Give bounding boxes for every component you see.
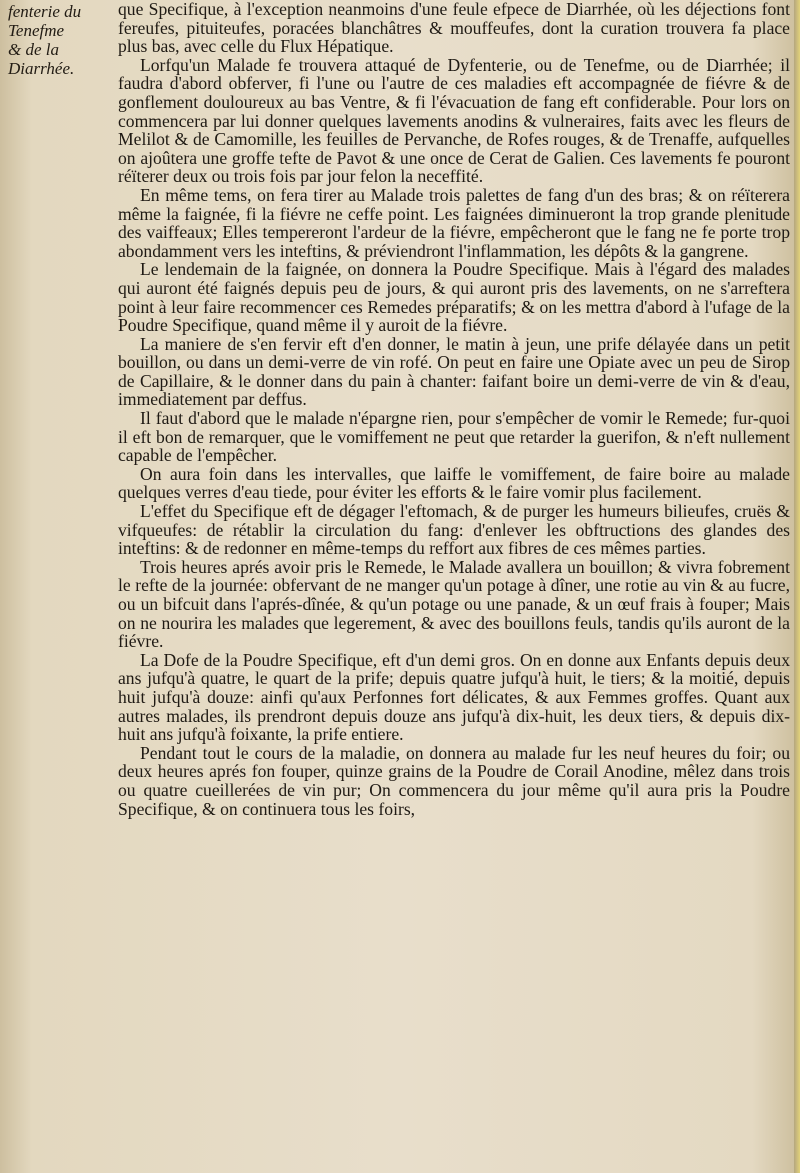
body-text — [118, 0, 790, 818]
paragraph: La Dofe de la Poudre Specifique, eft d'un demi gros. On en donne aux Enfants depuis deux ans jufqu'à quatre, le quart de la prife; depuis quatre jufqu'à huit, le tiers; & la moitié, depuis huit jufqu'à douze: ainfi qu'aux Perfonnes fort délicates, & aux Femmes groffes. Quant aux autres malades, ils prendront depuis douze ans jufqu'à dix-huit, les deux tiers, & depuis dix-huit ans jufqu'à foixante, la prife entiere. — [118, 649, 790, 745]
margin-note — [8, 2, 118, 78]
paragraph: L'effet du Specifique eft de dégager l'eftomach, & de purger les humeurs bilieufes, cruës & vifqueufes: de rétablir la circulation du fang: d'enlever les obftructions des glandes des inteftins: & de redonner en même-temps du reffort aux fibres de ces mêmes parties. — [118, 501, 790, 559]
page-edge — [794, 0, 800, 1173]
paragraph: Trois heures aprés avoir pris le Remede, le Malade avallera un bouillon; & vivra fobrement le refte de la journée: obfervant de ne manger qu'un potage à dîner, une rotie au vin & au fucre, ou un bifcuit dans l'aprés-dînée, & qu'un potage ou une panade, & un œuf frais à fouper; Mais on ne nourira les malades que legerement, & avec des bouillons feuls, tandis qu'ils auront de la fiévre. — [118, 556, 790, 652]
paragraph: Il faut d'abord que le malade n'épargne rien, pour s'empêcher de vomir le Remede; fur-quoi il eft bon de remarquer, que le vomiffement ne peut que retarder la guerifon, & n'eft nullement capable de l'empêcher. — [118, 408, 790, 466]
paragraph: On aura foin dans les intervalles, que laiffe le vomiffement, de faire boire au malade quelques verres d'eau tiede, pour éviter les efforts & le faire vomir plus facilement. — [118, 463, 790, 503]
margin-note-line: Diarrhée. — [8, 59, 75, 78]
margin-note-line: & de la — [8, 40, 59, 59]
paragraph: Pendant tout le cours de la maladie, on donnera au malade fur les neuf heures du foir; ou deux heures aprés fon fouper, quinze grains de la Poudre de Corail Anodine, mêlez dans trois ou quatre cueillerées de vin pur; On commencera du jour même qu'il aura pris la Poudre Specifique, & on continuera tous les foirs, — [118, 742, 790, 819]
paragraph: En même tems, on fera tirer au Malade trois palettes de fang d'un des bras; & on réïterera même la faignée, fi la fiévre ne ceffe point. Les faignées diminueront la trop grande plenitude des vaiffeaux; Elles tempereront l'ardeur de la fiévre, empêcheront que le fang ne fe porte trop abondamment vers les inteftins, & préviendront l'inflammation, les dépôts & la gangrene. — [118, 184, 790, 261]
paragraph: Le lendemain de la faignée, on donnera la Poudre Specifique. Mais à l'égard des malades qui auront été faignés depuis peu de jours, & qui auront pris des lavements, on ne s'arreftera point à leur faire recommencer ces Remedes préparatifs; & on les mettra d'abord à l'ufage de la Poudre Specifique, quand même il y auroit de la fiévre. — [118, 259, 790, 336]
paragraph: La maniere de s'en fervir eft d'en donner, le matin à jeun, une prife délayée dans un petit bouillon, ou dans un demi-verre de vin rofé. On peut en faire une Opiate avec un peu de Sirop de Capillaire, & le donner dans du pain à chanter: faifant boire un demi-verre de vin & d'eau, immediatement par deffus. — [118, 333, 790, 410]
margin-note-line: fenterie du — [8, 2, 82, 21]
margin-note-line: Tenefme — [8, 21, 65, 40]
paragraph: Lorfqu'un Malade fe trouvera attaqué de Dyfenterie, ou de Tenefme, ou de Diarrhée; il faudra d'abord obferver, fi l'une ou l'autre de ces maladies eft accompagnée de fiévre & de gonflement douloureux au bas Ventre, & fi l'évacuation de fang eft confiderable. Pour lors on commencera par lui donner quelques lavements anodins & vulneraires, faits avec les fleurs de Melilot & de Camomille, les feuilles de Pervanche, de Rofes rouges, & de Trenaffe, aufquelles on ajoûtera une groffe tefte de Pavot & une once de Cerat de Galien. Ces lavements fe pouront réïterer deux ou trois fois par jour felon la neceffité. — [118, 54, 790, 187]
paragraph: que Specifique, à l'exception neanmoins d'une feule efpece de Diarrhée, où les déjections font fereufes, pituiteufes, poracées blanchâtres & mouffeufes, dont la curation trouvera fa place plus bas, avec celle du Flux Hépatique. — [118, 0, 790, 57]
